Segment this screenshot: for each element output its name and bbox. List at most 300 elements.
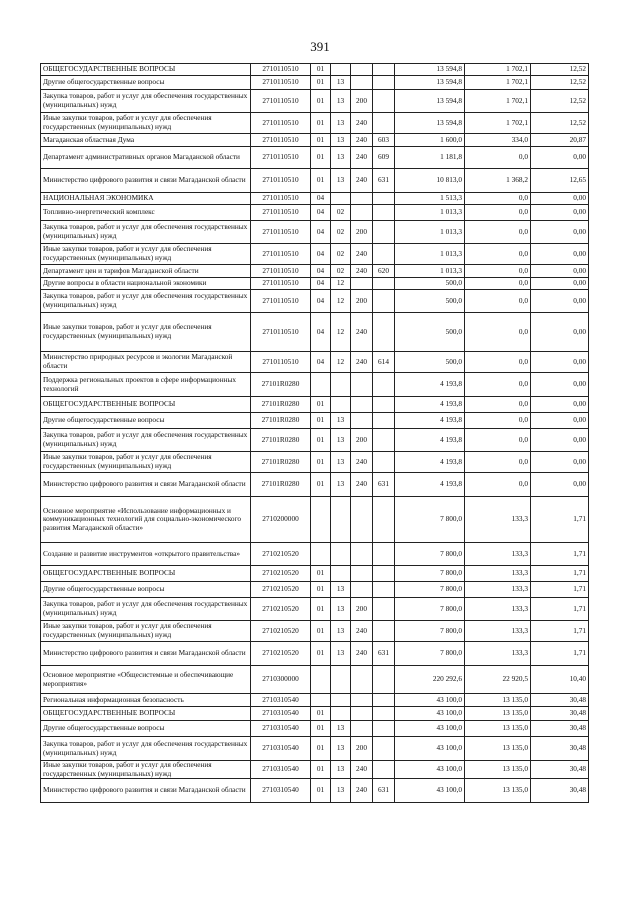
row-section [311,694,331,707]
row-actual-amount: 133,3 [465,582,531,598]
row-subsection: 13 [331,169,351,193]
row-code: 2710210520 [251,642,311,666]
row-expense-type [351,497,373,543]
row-percent: 0,00 [531,147,589,169]
table-row [41,352,589,373]
row-name: Другие общегосударственные вопросы [41,76,251,90]
row-actual-amount: 0,0 [465,473,531,497]
row-name: Иные закупки товаров, работ и услуг для обеспечения государственных (муниципальных) нужд [41,761,251,779]
row-code: 2710110510 [251,278,311,290]
row-name: Региональная информационная безопасность [41,694,251,707]
row-expense-type [351,76,373,90]
row-department-code: 609 [373,147,395,169]
row-actual-amount: 0,0 [465,313,531,352]
row-expense-type [351,721,373,737]
row-name: Министерство цифрового развития и связи Магаданской области [41,473,251,497]
row-code: 2710110510 [251,265,311,278]
row-expense-type [351,278,373,290]
row-code: 2710110510 [251,90,311,113]
row-actual-amount: 0,0 [465,193,531,205]
row-department-code: 603 [373,134,395,147]
row-subsection [331,666,351,694]
row-code: 2710310540 [251,779,311,803]
row-percent: 0,00 [531,193,589,205]
row-code: 2710110510 [251,64,311,76]
row-code: 2710110510 [251,193,311,205]
row-name: Другие общегосударственные вопросы [41,582,251,598]
row-percent: 30,48 [531,707,589,721]
row-code: 2710210520 [251,543,311,566]
row-subsection [331,543,351,566]
row-expense-type: 200 [351,90,373,113]
row-department-code [373,582,395,598]
row-plan-amount: 4 193,8 [395,397,465,413]
row-code: 27101R0280 [251,429,311,452]
row-expense-type [351,666,373,694]
row-subsection: 13 [331,413,351,429]
row-actual-amount: 133,3 [465,642,531,666]
row-expense-type: 240 [351,313,373,352]
row-percent: 10,40 [531,666,589,694]
row-department-code: 631 [373,473,395,497]
table-row [41,397,589,413]
table-row [41,90,589,113]
row-department-code [373,90,395,113]
row-actual-amount: 13 135,0 [465,761,531,779]
row-actual-amount: 0,0 [465,278,531,290]
row-subsection [331,707,351,721]
row-expense-type: 240 [351,621,373,642]
row-department-code: 631 [373,642,395,666]
row-subsection [331,193,351,205]
row-subsection: 13 [331,582,351,598]
row-actual-amount: 13 135,0 [465,694,531,707]
row-actual-amount: 13 135,0 [465,779,531,803]
row-percent: 0,00 [531,313,589,352]
row-department-code [373,497,395,543]
row-plan-amount: 220 292,6 [395,666,465,694]
row-percent: 0,00 [531,373,589,397]
row-actual-amount: 0,0 [465,373,531,397]
table-row [41,413,589,429]
row-department-code [373,290,395,313]
row-actual-amount: 0,0 [465,221,531,244]
row-department-code [373,193,395,205]
row-expense-type: 240 [351,642,373,666]
row-actual-amount: 0,0 [465,397,531,413]
row-department-code: 620 [373,265,395,278]
row-percent: 0,00 [531,413,589,429]
table-row [41,543,589,566]
row-name: Закупка товаров, работ и услуг для обеспечения государственных (муниципальных) нужд [41,221,251,244]
row-department-code [373,666,395,694]
row-actual-amount: 1 702,1 [465,76,531,90]
table-row [41,721,589,737]
row-actual-amount: 0,0 [465,265,531,278]
row-actual-amount: 1 702,1 [465,64,531,76]
row-percent: 0,00 [531,397,589,413]
row-percent: 0,00 [531,205,589,221]
row-plan-amount: 4 193,8 [395,473,465,497]
row-subsection [331,373,351,397]
row-code: 27101R0280 [251,397,311,413]
row-section: 01 [311,76,331,90]
row-section: 01 [311,721,331,737]
row-actual-amount: 133,3 [465,598,531,621]
row-actual-amount: 0,0 [465,244,531,265]
row-subsection [331,566,351,582]
row-plan-amount: 4 193,8 [395,429,465,452]
row-section: 01 [311,761,331,779]
row-percent: 1,71 [531,582,589,598]
row-name: Иные закупки товаров, работ и услуг для обеспечения государственных (муниципальных) нужд [41,313,251,352]
table-row [41,169,589,193]
row-expense-type: 240 [351,113,373,134]
row-section: 04 [311,193,331,205]
row-name: Закупка товаров, работ и услуг для обеспечения государственных (муниципальных) нужд [41,429,251,452]
row-percent: 30,48 [531,737,589,761]
row-plan-amount: 43 100,0 [395,694,465,707]
row-department-code [373,566,395,582]
row-name: ОБЩЕГОСУДАРСТВЕННЫЕ ВОПРОСЫ [41,397,251,413]
page-number: 391 [310,39,330,54]
row-plan-amount: 500,0 [395,278,465,290]
row-plan-amount: 13 594,8 [395,113,465,134]
row-subsection: 12 [331,313,351,352]
table-row [41,566,589,582]
row-percent: 0,00 [531,290,589,313]
row-actual-amount: 0,0 [465,413,531,429]
row-percent: 1,71 [531,566,589,582]
table-row [41,694,589,707]
row-section: 04 [311,265,331,278]
row-name: Поддержка региональных проектов в сфере информационных технологий [41,373,251,397]
row-section: 01 [311,582,331,598]
row-department-code [373,64,395,76]
row-subsection: 13 [331,134,351,147]
row-section: 04 [311,221,331,244]
row-subsection [331,397,351,413]
row-percent: 0,00 [531,265,589,278]
row-expense-type [351,582,373,598]
table-row [41,244,589,265]
row-department-code [373,397,395,413]
row-subsection: 13 [331,642,351,666]
row-expense-type [351,413,373,429]
budget-table [40,63,589,803]
row-department-code [373,244,395,265]
row-department-code [373,205,395,221]
row-name: Топливно-энергетический комплекс [41,205,251,221]
row-code: 2710210520 [251,582,311,598]
row-plan-amount: 7 800,0 [395,582,465,598]
row-actual-amount: 1 702,1 [465,113,531,134]
row-section: 01 [311,642,331,666]
row-percent: 1,71 [531,621,589,642]
row-subsection: 13 [331,452,351,473]
row-name: Другие вопросы в области национальной экономики [41,278,251,290]
row-department-code [373,373,395,397]
table-row [41,373,589,397]
row-expense-type: 200 [351,290,373,313]
row-section: 01 [311,90,331,113]
table-row [41,147,589,169]
table-row [41,290,589,313]
row-percent: 1,71 [531,642,589,666]
table-row [41,113,589,134]
row-plan-amount: 7 800,0 [395,642,465,666]
row-percent: 0,00 [531,352,589,373]
row-plan-amount: 13 594,8 [395,90,465,113]
row-section: 01 [311,737,331,761]
row-actual-amount: 133,3 [465,497,531,543]
row-expense-type: 240 [351,352,373,373]
table-row [41,221,589,244]
row-section: 04 [311,290,331,313]
row-subsection [331,64,351,76]
row-plan-amount: 13 594,8 [395,76,465,90]
row-expense-type [351,205,373,221]
row-section: 01 [311,413,331,429]
row-actual-amount: 13 135,0 [465,721,531,737]
row-section: 01 [311,429,331,452]
row-percent: 12,65 [531,169,589,193]
row-actual-amount: 0,0 [465,147,531,169]
row-department-code [373,737,395,761]
row-code: 2710310540 [251,721,311,737]
row-name: Иные закупки товаров, работ и услуг для обеспечения государственных (муниципальных) нужд [41,113,251,134]
row-percent: 12,52 [531,90,589,113]
row-code: 2710310540 [251,694,311,707]
row-subsection: 02 [331,205,351,221]
row-plan-amount: 1 600,0 [395,134,465,147]
row-percent: 12,52 [531,76,589,90]
row-subsection: 12 [331,278,351,290]
row-code: 2710110510 [251,113,311,134]
row-subsection [331,694,351,707]
table-row [41,737,589,761]
row-actual-amount: 13 135,0 [465,737,531,761]
row-expense-type: 200 [351,221,373,244]
row-name: Основное мероприятие «Использование информационных и коммуникационных технологий для социально-экономического развития Магаданской области» [41,497,251,543]
table-row [41,473,589,497]
row-plan-amount: 7 800,0 [395,566,465,582]
table-row [41,76,589,90]
row-name: Министерство цифрового развития и связи Магаданской области [41,642,251,666]
row-name: Закупка товаров, работ и услуг для обеспечения государственных (муниципальных) нужд [41,737,251,761]
row-subsection: 02 [331,244,351,265]
row-plan-amount: 500,0 [395,313,465,352]
row-code: 2710110510 [251,205,311,221]
row-percent: 0,00 [531,244,589,265]
row-code: 2710110510 [251,244,311,265]
row-name: ОБЩЕГОСУДАРСТВЕННЫЕ ВОПРОСЫ [41,64,251,76]
row-actual-amount: 0,0 [465,290,531,313]
row-percent: 1,71 [531,497,589,543]
row-section: 01 [311,134,331,147]
row-plan-amount: 43 100,0 [395,737,465,761]
row-name: НАЦИОНАЛЬНАЯ ЭКОНОМИКА [41,193,251,205]
table-row [41,429,589,452]
table-row [41,582,589,598]
row-department-code [373,313,395,352]
row-code: 2710200000 [251,497,311,543]
row-code: 2710110510 [251,147,311,169]
table-row [41,313,589,352]
row-plan-amount: 7 800,0 [395,598,465,621]
row-department-code [373,543,395,566]
row-subsection: 13 [331,598,351,621]
row-expense-type: 200 [351,429,373,452]
table-row [41,134,589,147]
row-expense-type [351,373,373,397]
row-name: Создание и развитие инструментов «открытого правительства» [41,543,251,566]
row-actual-amount: 0,0 [465,429,531,452]
row-plan-amount: 1 013,3 [395,205,465,221]
row-subsection [331,497,351,543]
row-percent: 30,48 [531,721,589,737]
table-row [41,642,589,666]
row-code: 2710110510 [251,352,311,373]
row-name: Министерство природных ресурсов и экологии Магаданской области [41,352,251,373]
row-name: Департамент административных органов Магаданской области [41,147,251,169]
row-section: 01 [311,621,331,642]
row-subsection: 13 [331,113,351,134]
row-expense-type: 240 [351,452,373,473]
row-percent: 0,00 [531,473,589,497]
row-section: 01 [311,473,331,497]
row-plan-amount: 1 013,3 [395,221,465,244]
row-code: 2710310540 [251,707,311,721]
table-row [41,621,589,642]
row-percent: 0,00 [531,278,589,290]
row-expense-type: 240 [351,761,373,779]
row-code: 2710110510 [251,221,311,244]
row-section: 01 [311,452,331,473]
row-section: 04 [311,313,331,352]
row-section: 01 [311,397,331,413]
row-section: 01 [311,598,331,621]
row-subsection: 13 [331,721,351,737]
row-percent: 0,00 [531,221,589,244]
row-name: Закупка товаров, работ и услуг для обеспечения государственных (муниципальных) нужд [41,90,251,113]
row-expense-type [351,397,373,413]
row-percent: 12,52 [531,113,589,134]
row-name: Министерство цифрового развития и связи Магаданской области [41,169,251,193]
row-expense-type [351,64,373,76]
row-expense-type: 240 [351,473,373,497]
row-expense-type: 240 [351,134,373,147]
row-plan-amount: 4 193,8 [395,452,465,473]
row-subsection: 13 [331,76,351,90]
row-name: ОБЩЕГОСУДАРСТВЕННЫЕ ВОПРОСЫ [41,707,251,721]
row-expense-type [351,694,373,707]
row-name: Департамент цен и тарифов Магаданской области [41,265,251,278]
row-name: Иные закупки товаров, работ и услуг для обеспечения государственных (муниципальных) нужд [41,621,251,642]
row-section: 01 [311,707,331,721]
row-department-code [373,761,395,779]
row-plan-amount: 1 013,3 [395,244,465,265]
row-section: 04 [311,205,331,221]
row-department-code [373,452,395,473]
row-name: Другие общегосударственные вопросы [41,413,251,429]
row-section: 04 [311,244,331,265]
row-code: 2710310540 [251,761,311,779]
row-actual-amount: 0,0 [465,352,531,373]
row-subsection: 12 [331,290,351,313]
row-code: 27101R0280 [251,373,311,397]
row-section [311,373,331,397]
row-section: 04 [311,352,331,373]
row-department-code [373,113,395,134]
row-percent: 12,52 [531,64,589,76]
table-row [41,265,589,278]
row-section: 01 [311,779,331,803]
row-actual-amount: 1 368,2 [465,169,531,193]
row-percent: 20,87 [531,134,589,147]
row-percent: 30,48 [531,694,589,707]
row-subsection: 13 [331,473,351,497]
row-name: ОБЩЕГОСУДАРСТВЕННЫЕ ВОПРОСЫ [41,566,251,582]
row-section: 04 [311,278,331,290]
table-row [41,193,589,205]
row-plan-amount: 4 193,8 [395,413,465,429]
row-section [311,543,331,566]
row-department-code [373,76,395,90]
row-plan-amount: 43 100,0 [395,779,465,803]
row-name: Другие общегосударственные вопросы [41,721,251,737]
row-name: Иные закупки товаров, работ и услуг для обеспечения государственных (муниципальных) нужд [41,244,251,265]
row-plan-amount: 1 181,8 [395,147,465,169]
table-row [41,64,589,76]
row-subsection: 13 [331,761,351,779]
row-percent: 1,71 [531,543,589,566]
row-subsection: 02 [331,221,351,244]
row-percent: 0,00 [531,429,589,452]
row-expense-type [351,707,373,721]
row-plan-amount: 4 193,8 [395,373,465,397]
row-name: Министерство цифрового развития и связи Магаданской области [41,779,251,803]
row-section: 01 [311,113,331,134]
row-department-code [373,413,395,429]
table-row [41,598,589,621]
row-subsection: 13 [331,621,351,642]
row-section: 01 [311,566,331,582]
row-code: 27101R0280 [251,452,311,473]
row-expense-type: 240 [351,244,373,265]
row-plan-amount: 43 100,0 [395,761,465,779]
row-percent: 30,48 [531,761,589,779]
row-section: 01 [311,169,331,193]
table-row [41,666,589,694]
row-subsection: 13 [331,147,351,169]
row-expense-type [351,193,373,205]
row-subsection: 12 [331,352,351,373]
row-section [311,666,331,694]
table-row [41,497,589,543]
table-row [41,278,589,290]
row-subsection: 13 [331,429,351,452]
row-actual-amount: 133,3 [465,566,531,582]
row-name: Закупка товаров, работ и услуг для обеспечения государственных (муниципальных) нужд [41,290,251,313]
row-expense-type: 240 [351,169,373,193]
row-actual-amount: 334,0 [465,134,531,147]
row-department-code [373,721,395,737]
row-actual-amount: 133,3 [465,543,531,566]
row-actual-amount: 22 920,5 [465,666,531,694]
row-subsection: 13 [331,90,351,113]
row-department-code [373,598,395,621]
